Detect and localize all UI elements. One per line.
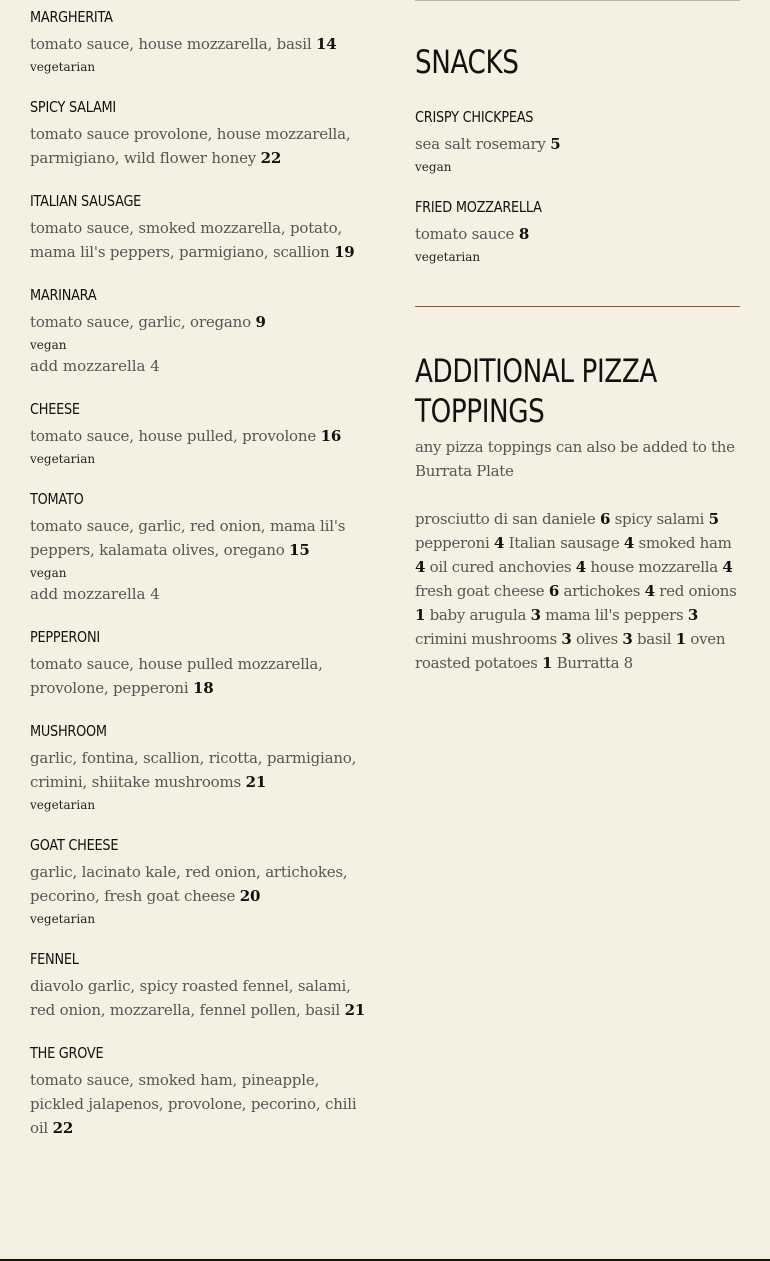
topping-name: smoked ham bbox=[638, 534, 732, 552]
item-name: TOMATO bbox=[30, 490, 84, 508]
topping-price: 6 bbox=[548, 582, 559, 600]
menu-item bbox=[30, 98, 370, 170]
item-description-text: tomato sauce, house pulled, provolone bbox=[30, 427, 317, 445]
item-description bbox=[30, 216, 370, 264]
menu-item bbox=[30, 1044, 370, 1140]
topping-name: red onions bbox=[659, 582, 737, 600]
item-name: MARINARA bbox=[30, 286, 97, 304]
topping-name: house mozzarella bbox=[590, 558, 718, 576]
item-name: CHEESE bbox=[30, 400, 80, 418]
menu-item bbox=[415, 198, 745, 266]
item-price: 19 bbox=[334, 243, 355, 261]
topping-name: fresh goat cheese bbox=[415, 582, 545, 600]
topping-name: mama lil's peppers bbox=[545, 606, 684, 624]
menu-item bbox=[30, 192, 370, 264]
diet-tag: vegan bbox=[415, 160, 452, 174]
item-description bbox=[30, 514, 370, 562]
topping-price: 3 bbox=[530, 606, 541, 624]
toppings-intro: any pizza toppings can also be added to the Burrata Plate bbox=[415, 438, 735, 480]
item-description-text: tomato sauce bbox=[415, 225, 515, 243]
topping-name: prosciutto di san daniele bbox=[415, 510, 596, 528]
snacks-list bbox=[415, 108, 745, 266]
item-price: 21 bbox=[245, 773, 267, 791]
item-name: PEPPERONI bbox=[30, 628, 100, 646]
topping-price: 4 bbox=[494, 534, 505, 552]
diet-tag: vegan bbox=[30, 566, 67, 580]
topping-price: 6 bbox=[599, 510, 611, 528]
item-price: 14 bbox=[316, 35, 337, 53]
topping-name: olives bbox=[576, 630, 618, 648]
topping-price: 4 bbox=[575, 558, 586, 576]
item-description bbox=[415, 132, 745, 156]
item-price: 15 bbox=[289, 541, 310, 559]
menu-item bbox=[30, 8, 370, 76]
item-name: GOAT CHEESE bbox=[30, 836, 119, 854]
topping-price: 4 bbox=[623, 534, 635, 552]
item-description-text: tomato sauce, garlic, red onion, mama lil's peppers, kalamata olives, oregano bbox=[30, 517, 346, 559]
diet-tag: vegetarian bbox=[30, 912, 96, 926]
pizza-column bbox=[30, 8, 370, 1162]
topping-price: 1 bbox=[542, 654, 553, 672]
item-price: 20 bbox=[239, 887, 261, 905]
item-description-text: tomato sauce, smoked ham, pineapple, pickled jalapenos, provolone, pecorino, chili oil bbox=[30, 1071, 357, 1137]
item-description bbox=[30, 424, 370, 448]
topping-name: baby arugula bbox=[429, 606, 527, 624]
item-addon: add mozzarella 4 bbox=[30, 357, 160, 375]
item-description-text: tomato sauce provolone, house mozzarella, parmigiano, wild flower honey bbox=[30, 125, 351, 167]
menu-item bbox=[415, 108, 745, 176]
item-description bbox=[30, 974, 370, 1022]
item-name: MARGHERITA bbox=[30, 8, 113, 26]
topping-price: 1 bbox=[415, 606, 426, 624]
item-name: THE GROVE bbox=[30, 1044, 104, 1062]
topping-name: oil cured anchovies bbox=[429, 558, 572, 576]
toppings-title: ADDITIONAL PIZZA TOPPINGS bbox=[415, 352, 657, 430]
item-price: 22 bbox=[52, 1119, 74, 1137]
item-description bbox=[30, 32, 370, 56]
menu-item bbox=[30, 400, 370, 468]
item-description bbox=[30, 860, 370, 908]
item-description bbox=[30, 652, 370, 700]
item-description bbox=[30, 122, 370, 170]
item-description-text: tomato sauce, garlic, oregano bbox=[30, 313, 251, 331]
item-name: CRISPY CHICKPEAS bbox=[415, 108, 534, 126]
menu-item bbox=[30, 286, 370, 378]
topping-name: pepperoni bbox=[415, 534, 490, 552]
toppings-list bbox=[415, 507, 745, 675]
item-price: 22 bbox=[260, 149, 282, 167]
snacks-title: SNACKS bbox=[415, 43, 519, 81]
menu-item bbox=[30, 628, 370, 700]
item-price: 5 bbox=[550, 135, 561, 153]
item-description-text: sea salt rosemary bbox=[415, 135, 546, 153]
topping-price: 4 bbox=[415, 558, 426, 576]
menu-item bbox=[30, 490, 370, 606]
topping-name: oven roasted potatoes bbox=[415, 630, 726, 672]
topping-burrata: Burratta 8 bbox=[556, 654, 633, 672]
topping-name: basil bbox=[636, 630, 672, 648]
item-description-text: diavolo garlic, spicy roasted fennel, salami, red onion, mozzarella, fennel pollen, basil bbox=[30, 977, 351, 1019]
menu-item bbox=[30, 722, 370, 814]
diet-tag: vegetarian bbox=[415, 250, 481, 264]
item-name: FRIED MOZZARELLA bbox=[415, 198, 542, 216]
item-description-text: tomato sauce, house pulled mozzarella, provolone, pepperoni bbox=[30, 655, 323, 697]
topping-price: 3 bbox=[561, 630, 572, 648]
topping-name: Italian sausage bbox=[508, 534, 620, 552]
item-price: 8 bbox=[518, 225, 530, 243]
item-addon: add mozzarella 4 bbox=[30, 585, 160, 603]
diet-tag: vegetarian bbox=[30, 798, 96, 812]
topping-price: 4 bbox=[644, 582, 655, 600]
topping-price: 3 bbox=[622, 630, 633, 648]
item-name: MUSHROOM bbox=[30, 722, 107, 740]
item-name: FENNEL bbox=[30, 950, 79, 968]
menu-item bbox=[30, 950, 370, 1022]
item-description bbox=[415, 222, 745, 246]
item-description bbox=[30, 1068, 370, 1140]
item-description-text: tomato sauce, smoked mozzarella, potato, mama lil's peppers, parmigiano, scallion bbox=[30, 219, 343, 261]
menu-item bbox=[30, 836, 370, 928]
right-column bbox=[415, 0, 745, 675]
item-description-text: garlic, lacinato kale, red onion, artichokes, pecorino, fresh goat cheese bbox=[30, 863, 348, 905]
item-description bbox=[30, 746, 370, 794]
diet-tag: vegetarian bbox=[30, 452, 96, 466]
item-price: 16 bbox=[320, 427, 342, 445]
item-price: 18 bbox=[193, 679, 214, 697]
diet-tag: vegetarian bbox=[30, 60, 96, 74]
topping-price: 3 bbox=[687, 606, 698, 624]
item-description-text: tomato sauce, house mozzarella, basil bbox=[30, 35, 312, 53]
item-name: SPICY SALAMI bbox=[30, 98, 116, 116]
item-price: 9 bbox=[255, 313, 266, 331]
topping-price: 1 bbox=[675, 630, 686, 648]
item-description-text: garlic, fontina, scallion, ricotta, parmigiano, crimini, shiitake mushrooms bbox=[30, 749, 357, 791]
item-description bbox=[30, 310, 370, 334]
topping-price: 5 bbox=[708, 510, 719, 528]
topping-name: artichokes bbox=[563, 582, 641, 600]
item-price: 21 bbox=[344, 1001, 366, 1019]
item-name: ITALIAN SAUSAGE bbox=[30, 192, 142, 210]
diet-tag: vegan bbox=[30, 338, 67, 352]
topping-price: 4 bbox=[722, 558, 733, 576]
topping-name: spicy salami bbox=[614, 510, 705, 528]
topping-name: crimini mushrooms bbox=[415, 630, 557, 648]
